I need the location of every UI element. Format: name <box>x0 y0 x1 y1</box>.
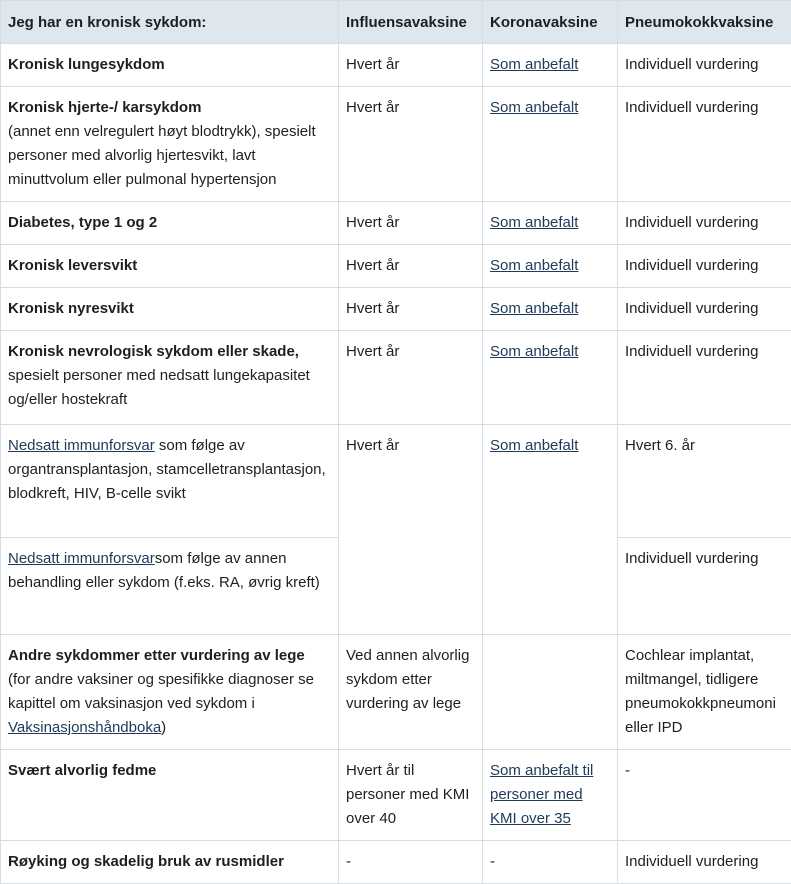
condition-detail: spesielt personer med nedsatt lungekapasitet og/eller hostekraft <box>8 367 310 408</box>
corona-link[interactable]: Som anbefalt til personer med KMI over 35 <box>490 762 593 827</box>
condition-cell <box>1 288 339 331</box>
pneumo-cell: Individuell vurdering <box>618 245 791 288</box>
table-row <box>1 331 791 425</box>
corona-cell <box>483 288 618 331</box>
table-row <box>1 245 791 288</box>
condition-detail: som følge av organtransplantasjon, stamcelletransplantasjon, blodkreft, HIV, B-celle svikt <box>8 437 326 502</box>
condition-name: Kronisk hjerte-/ karsykdom <box>8 99 201 116</box>
table-row <box>1 425 791 538</box>
condition-cell <box>1 331 339 425</box>
pneumo-cell: Hvert 6. år <box>618 425 791 538</box>
corona-link[interactable]: Som anbefalt <box>490 343 578 360</box>
corona-link[interactable]: Som anbefalt <box>490 56 578 73</box>
immunforsvar-link[interactable]: Nedsatt immunforsvar <box>8 437 155 454</box>
pneumo-cell: - <box>618 750 791 841</box>
condition-tail: ) <box>161 719 166 736</box>
vaksinasjonshandboka-link[interactable]: Vaksinasjonshåndboka <box>8 719 161 736</box>
corona-cell <box>483 635 618 750</box>
immunforsvar-link[interactable]: Nedsatt immunforsvar <box>8 550 155 567</box>
influenza-cell: - <box>339 841 483 884</box>
condition-detail: som følge av annen behandling eller sykdom (f.eks. RA, øvrig kreft) <box>8 550 320 591</box>
influenza-cell: Hvert år <box>339 331 483 425</box>
condition-cell <box>1 44 339 87</box>
pneumo-cell: Individuell vurdering <box>618 331 791 425</box>
influenza-cell: Hvert år <box>339 202 483 245</box>
table-row <box>1 288 791 331</box>
condition-name: Kronisk lungesykdom <box>8 56 165 73</box>
condition-name: Kronisk nevrologisk sykdom eller skade, <box>8 343 299 360</box>
table-row <box>1 87 791 202</box>
pneumo-cell: Individuell vurdering <box>618 841 791 884</box>
table-row <box>1 841 791 884</box>
corona-link[interactable]: Som anbefalt <box>490 257 578 274</box>
header-influenza: Influensavaksine <box>339 1 483 44</box>
table-row <box>1 44 791 87</box>
corona-link[interactable]: Som anbefalt <box>490 300 578 317</box>
pneumo-cell: Individuell vurdering <box>618 202 791 245</box>
condition-cell <box>1 425 339 538</box>
pneumo-cell: Individuell vurdering <box>618 288 791 331</box>
condition-name: Røyking og skadelig bruk av rusmidler <box>8 853 284 870</box>
corona-link[interactable]: Som anbefalt <box>490 437 578 454</box>
condition-cell <box>1 538 339 635</box>
influenza-cell: Hvert år til personer med KMI over 40 <box>339 750 483 841</box>
influenza-cell: Hvert år <box>339 425 483 635</box>
corona-link[interactable]: Som anbefalt <box>490 99 578 116</box>
influenza-cell: Ved annen alvorlig sykdom etter vurdering av lege <box>339 635 483 750</box>
pneumo-cell: Individuell vurdering <box>618 538 791 635</box>
corona-cell <box>483 87 618 202</box>
condition-cell <box>1 841 339 884</box>
condition-cell <box>1 202 339 245</box>
header-pneumo: Pneumokokkvaksine <box>618 1 791 44</box>
condition-detail: (annet enn velregulert høyt blodtrykk), spesielt personer med alvorlig hjertesvikt, lavt minuttvolum eller pulmonal hypertensjon <box>8 123 316 188</box>
table-row <box>1 202 791 245</box>
condition-cell <box>1 245 339 288</box>
influenza-cell: Hvert år <box>339 245 483 288</box>
corona-cell <box>483 202 618 245</box>
condition-cell <box>1 87 339 202</box>
header-row <box>1 1 791 44</box>
condition-name: Andre sykdommer etter vurdering av lege <box>8 647 305 664</box>
condition-name: Svært alvorlig fedme <box>8 762 156 779</box>
influenza-cell: Hvert år <box>339 87 483 202</box>
corona-cell <box>483 44 618 87</box>
header-condition: Jeg har en kronisk sykdom: <box>1 1 339 44</box>
corona-cell: - <box>483 841 618 884</box>
corona-link[interactable]: Som anbefalt <box>490 214 578 231</box>
condition-cell <box>1 635 339 750</box>
corona-cell <box>483 331 618 425</box>
corona-cell <box>483 425 618 635</box>
table-row <box>1 635 791 750</box>
pneumo-cell: Individuell vurdering <box>618 44 791 87</box>
corona-cell <box>483 750 618 841</box>
header-corona: Koronavaksine <box>483 1 618 44</box>
pneumo-cell: Individuell vurdering <box>618 87 791 202</box>
condition-name: Kronisk leversvikt <box>8 257 137 274</box>
pneumo-cell: Cochlear implantat, miltmangel, tidligere pneumokokkpneumoni eller IPD <box>618 635 791 750</box>
corona-cell <box>483 245 618 288</box>
condition-name: Diabetes, type 1 og 2 <box>8 214 157 231</box>
table-row <box>1 750 791 841</box>
influenza-cell: Hvert år <box>339 288 483 331</box>
condition-detail: (for andre vaksiner og spesifikke diagnoser se kapittel om vaksinasjon ved sykdom i <box>8 671 314 712</box>
condition-name: Kronisk nyresvikt <box>8 300 134 317</box>
condition-cell <box>1 750 339 841</box>
influenza-cell: Hvert år <box>339 44 483 87</box>
